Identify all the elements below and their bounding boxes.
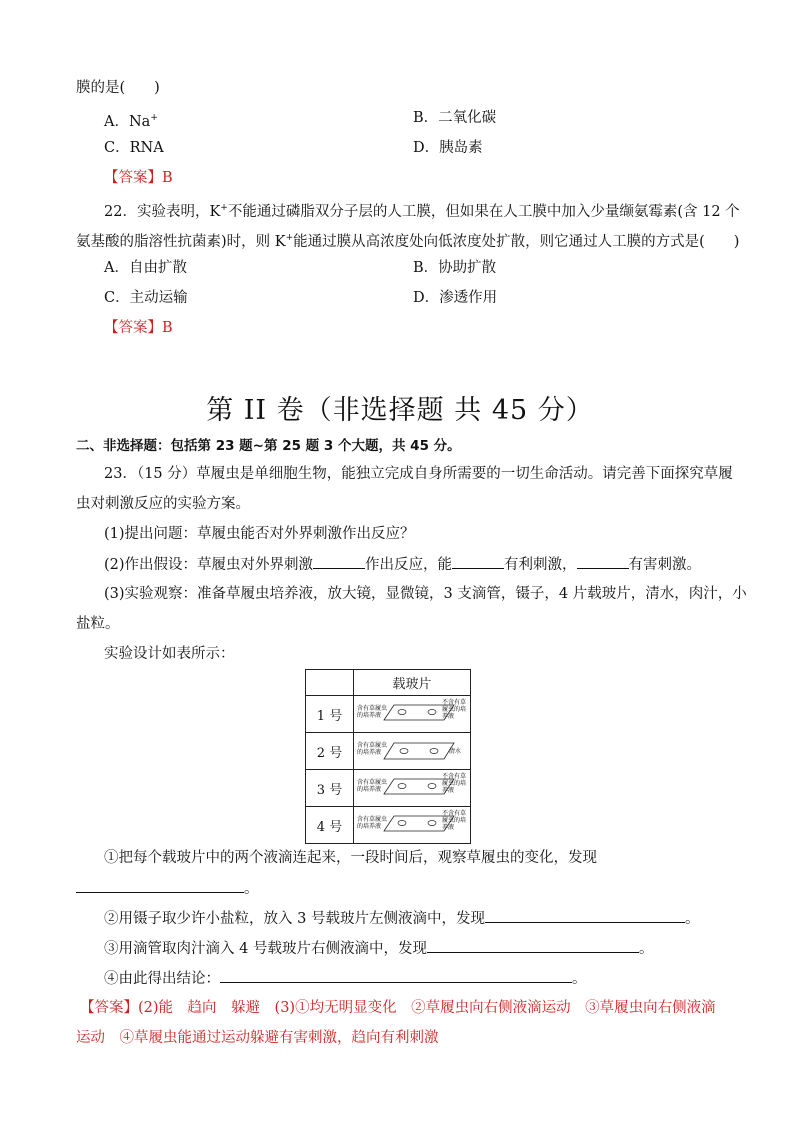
slide-row-2-num: 2 号 bbox=[306, 733, 354, 770]
q22-option-c: C．主动运输 bbox=[104, 290, 188, 306]
slide-row-2-diagram bbox=[354, 733, 471, 770]
q23-line1: 23．（15 分）草履虫是单细胞生物，能独立完成自身所需要的一切生命活动。请完善下面探究草履 bbox=[104, 466, 733, 482]
slide-row-3 bbox=[306, 770, 471, 807]
q23-step2-text: ②用镊子取少许小盐粒，放入 3 号载玻片左侧液滴中，发现 bbox=[104, 911, 485, 927]
q23-step2-blank[interactable] bbox=[485, 908, 685, 923]
slide-3-left-label-2: 的培养液 bbox=[357, 786, 382, 793]
slide-1-right-drop bbox=[428, 710, 436, 715]
q23-line2: 虫对刺激反应的实验方案。 bbox=[76, 496, 250, 512]
q22-line1-sup: + bbox=[220, 203, 228, 213]
slide-3-right-label-1: 不含有草 bbox=[442, 773, 467, 780]
q22-answer-label: 【答案】 bbox=[104, 320, 162, 336]
slide-row-4-num: 4 号 bbox=[306, 807, 354, 844]
q23-step2 bbox=[104, 908, 699, 929]
q23-part2-blank1[interactable] bbox=[313, 554, 365, 569]
section-instruction: 二、非选择题：包括第 23 题~第 25 题 3 个大题，共 45 分。 bbox=[76, 438, 461, 454]
q21-option-a-text: A．Na bbox=[104, 113, 151, 130]
slide-1-left-drop bbox=[398, 710, 406, 715]
slide-1-right-label-2: 履虫的培 bbox=[442, 706, 467, 713]
q22-option-b: B．协助扩散 bbox=[413, 260, 497, 276]
q23-step3-blank[interactable] bbox=[427, 938, 639, 953]
slide-4-right-label-2: 履虫的培 bbox=[442, 817, 467, 824]
q23-design-caption: 实验设计如表所示： bbox=[104, 646, 235, 662]
slide-1-drawing bbox=[354, 696, 470, 732]
slide-3-right-label-3: 养液 bbox=[442, 787, 455, 794]
slide-row-3-diagram bbox=[354, 770, 471, 807]
slide-4-left-label-2: 的培养液 bbox=[357, 823, 382, 830]
q23-answer-line2: 运动 ④草履虫能通过运动躲避有害刺激，趋向有利刺激 bbox=[76, 1030, 439, 1046]
slide-2-right-label: 清水 bbox=[449, 748, 462, 755]
slide-2-drawing bbox=[354, 733, 470, 769]
q22-line2 bbox=[76, 228, 739, 252]
slides-table-header: 载玻片 bbox=[354, 670, 471, 696]
slide-row-4 bbox=[306, 807, 471, 844]
slide-4-left-label-1: 含有草履虫 bbox=[357, 816, 388, 823]
slide-2-left-label-2: 的培养液 bbox=[357, 749, 382, 756]
q22-line2-b: 能通过膜从高浓度处向低浓度处扩散，则它通过人工膜的方式是( ) bbox=[293, 233, 740, 250]
q21-answer-value: B bbox=[162, 170, 173, 186]
q21-answer bbox=[104, 168, 173, 188]
q23-step1-blank[interactable] bbox=[76, 878, 244, 893]
q23-part3-line1: (3)实验观察：准备草履虫培养液，放大镜，显微镜，3 支滴管，镊子，4 片载玻片，清水，肉汁，小 bbox=[104, 586, 747, 602]
slide-3-right-drop bbox=[428, 784, 436, 789]
q22-answer bbox=[104, 318, 173, 338]
q21-option-d: D．胰岛素 bbox=[413, 140, 483, 156]
q22-line2-sup: + bbox=[285, 233, 294, 243]
q22-option-d: D．渗透作用 bbox=[413, 290, 498, 306]
q22-line1-a: 22．实验表明，K bbox=[104, 203, 221, 220]
q23-step1-end: 。 bbox=[244, 881, 259, 897]
q22-answer-value: B bbox=[162, 320, 173, 336]
slide-row-1-diagram bbox=[354, 696, 471, 733]
slide-2-left-label-1: 含有草履虫 bbox=[357, 742, 388, 749]
q23-part2-d: 有害刺激。 bbox=[628, 557, 702, 573]
q23-part1: (1)提出问题：草履虫能否对外界刺激作出反应？ bbox=[104, 526, 415, 542]
q21-option-c: C．RNA bbox=[104, 140, 164, 156]
q21-option-a bbox=[104, 108, 158, 132]
q21-stem-tail: 膜的是( ) bbox=[76, 80, 160, 96]
slide-3-drawing bbox=[354, 770, 470, 806]
slide-4-right-label-1: 不含有草 bbox=[442, 810, 467, 817]
slide-row-1 bbox=[306, 696, 471, 733]
q23-step3 bbox=[104, 938, 653, 959]
q23-step4-text: ④由此得出结论： bbox=[104, 971, 220, 987]
q21-answer-label: 【答案】 bbox=[104, 170, 162, 186]
q23-part3-line2: 盐粒。 bbox=[76, 616, 120, 632]
q23-step3-end: 。 bbox=[638, 941, 654, 957]
slide-3-right-label-2: 履虫的培 bbox=[442, 780, 467, 787]
slide-4-drawing bbox=[354, 807, 470, 843]
q21-option-a-sup: + bbox=[150, 113, 158, 123]
q23-part2-blank3[interactable] bbox=[577, 554, 629, 569]
slide-row-4-diagram bbox=[354, 807, 471, 844]
slide-1-left-label-2: 的培养液 bbox=[357, 712, 382, 719]
slide-row-3-num: 3 号 bbox=[306, 770, 354, 807]
q23-part2-blank2[interactable] bbox=[452, 554, 504, 569]
q23-step4 bbox=[104, 968, 587, 989]
q22-line1-b: 不能通过磷脂双分子层的人工膜，但如果在人工膜中加入少量缬氨霉素(含 12 个 bbox=[227, 203, 740, 220]
q23-step4-end: 。 bbox=[572, 971, 587, 987]
q23-step1: ①把每个载玻片中的两个液滴连起来，一段时间后，观察草履虫的变化，发现 bbox=[104, 850, 597, 866]
slide-row-1-num: 1 号 bbox=[306, 696, 354, 733]
slides-table-header-row bbox=[306, 670, 471, 696]
slide-2-glass bbox=[384, 743, 454, 759]
q22-line1 bbox=[104, 198, 740, 222]
q23-part2-b: 作出反应，能 bbox=[365, 557, 453, 573]
q23-step1-answer-line bbox=[76, 878, 259, 899]
q23-step3-text: ③用滴管取肉汁滴入 4 号载玻片右侧液滴中，发现 bbox=[104, 941, 427, 957]
q23-part2-c: 有利刺激， bbox=[504, 557, 577, 573]
q23-part2-a: (2)作出假设：草履虫对外界刺激 bbox=[104, 557, 314, 573]
slide-3-left-label-1: 含有草履虫 bbox=[357, 779, 388, 786]
q23-step2-end: 。 bbox=[684, 911, 700, 927]
q22-option-a: A．自由扩散 bbox=[104, 260, 187, 276]
q23-step4-blank[interactable] bbox=[220, 968, 572, 983]
slide-4-right-label-3: 养液 bbox=[442, 824, 455, 831]
slide-2-right-drop bbox=[430, 749, 438, 754]
q23-answer-line1: 【答案】(2)能 趋向 躲避 (3)①均无明显变化 ②草履虫向右侧液滴运动 ③草履虫向右侧液滴 bbox=[80, 1000, 716, 1016]
q23-part2 bbox=[104, 554, 701, 575]
slide-2-left-drop bbox=[400, 749, 408, 754]
slide-3-left-drop bbox=[398, 784, 406, 789]
slide-1-left-label-1: 含有草履虫 bbox=[357, 705, 388, 712]
slides-table-corner bbox=[306, 670, 354, 696]
slides-table bbox=[305, 669, 471, 844]
q22-line2-a: 氨基酸的脂溶性抗菌素)时，则 K bbox=[76, 233, 286, 250]
slide-1-right-label-1: 不含有草 bbox=[442, 699, 467, 706]
slide-4-left-drop bbox=[398, 821, 406, 826]
slide-1-right-label-3: 养液 bbox=[442, 713, 455, 720]
section-title: 第 II 卷（非选择题 共 45 分） bbox=[206, 395, 594, 426]
slide-4-right-drop bbox=[428, 821, 436, 826]
slide-row-2 bbox=[306, 733, 471, 770]
q21-option-b: B．二氧化碳 bbox=[413, 110, 497, 126]
